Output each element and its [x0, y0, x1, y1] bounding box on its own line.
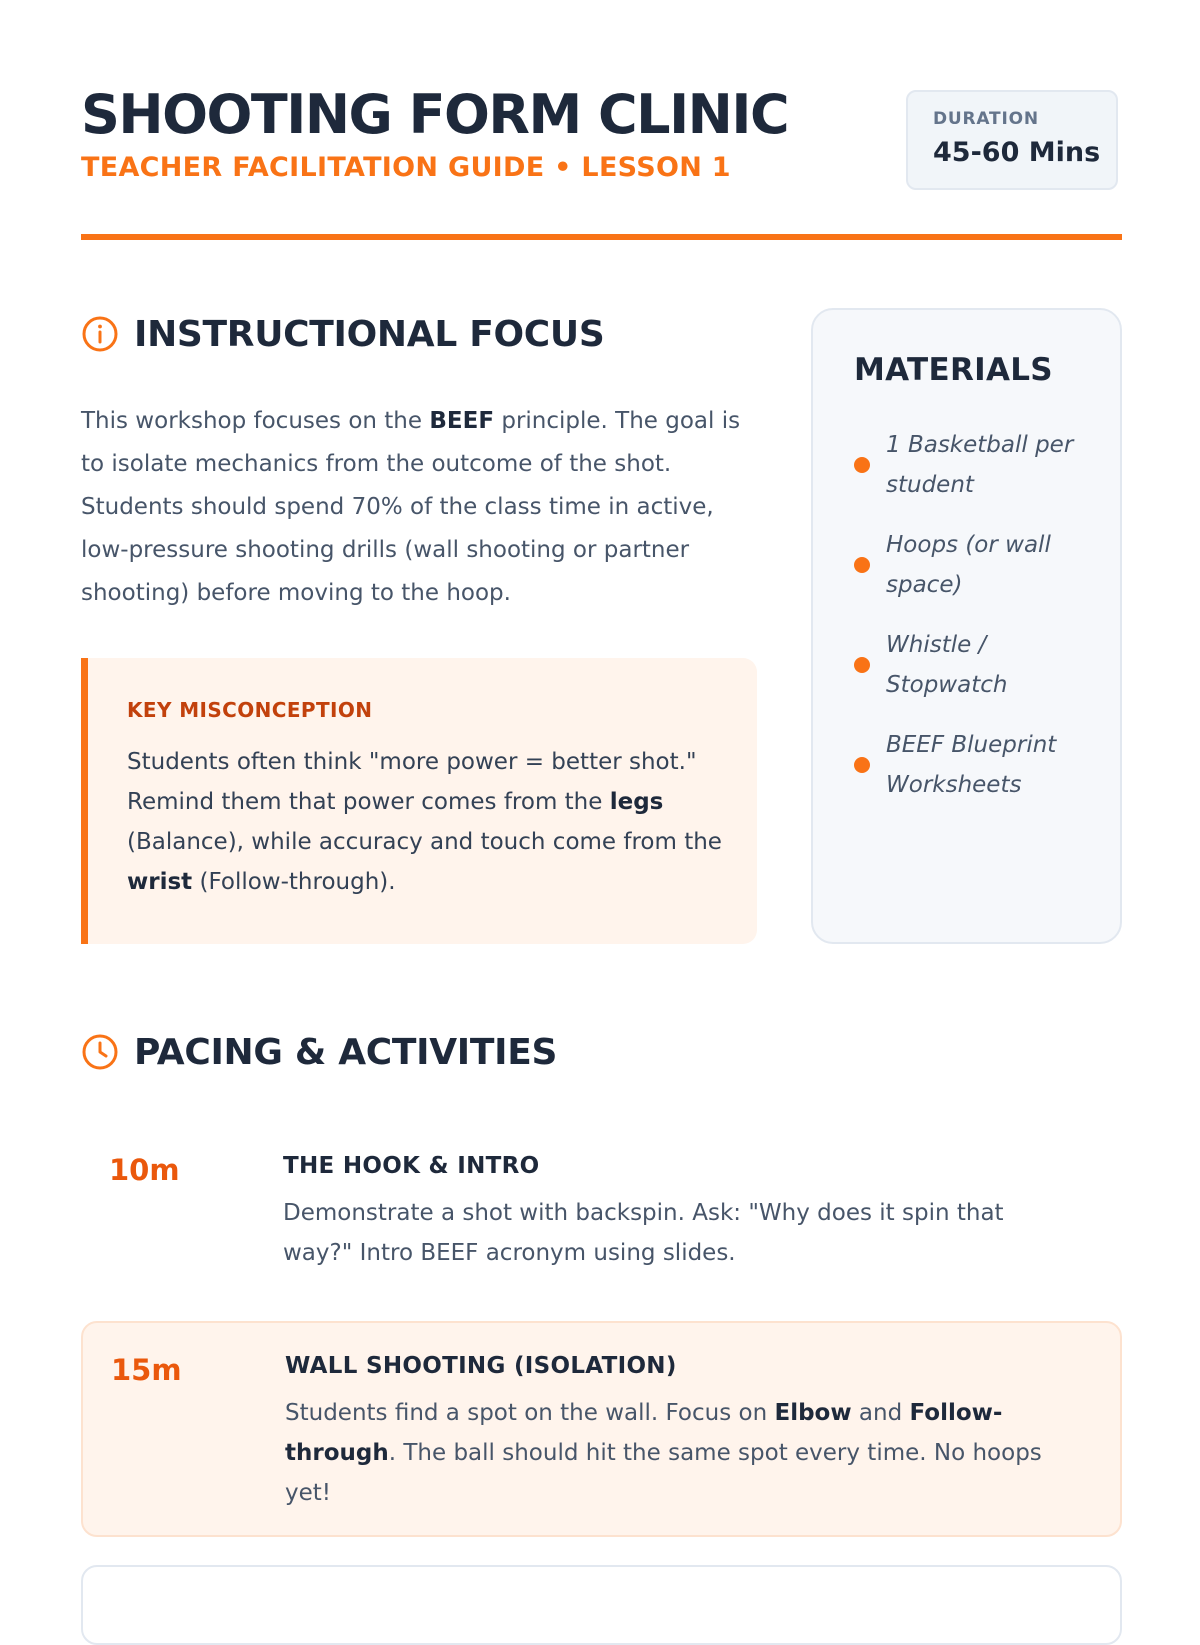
activity-time: 10m	[109, 1153, 180, 1187]
activity-text: and	[851, 1400, 910, 1426]
clock-icon	[81, 1033, 119, 1071]
materials-item	[854, 525, 1094, 605]
focus-paragraph	[81, 400, 741, 615]
page-subtitle: TEACHER FACILITATION GUIDE • LESSON 1	[81, 152, 731, 183]
activity-row-highlighted	[81, 1321, 1122, 1537]
materials-heading: MATERIALS	[854, 352, 1053, 388]
activity-row	[81, 1123, 1122, 1283]
misconception-label: KEY MISCONCEPTION	[127, 698, 373, 722]
activity-emphasis: Elbow	[774, 1400, 852, 1426]
misconception-text-part: (Balance), while accuracy and touch come from the	[127, 829, 722, 855]
misconception-emphasis: legs	[609, 789, 664, 815]
activity-row-partial	[81, 1565, 1122, 1645]
materials-item	[854, 625, 1094, 705]
bullet-dot-icon	[854, 557, 870, 573]
duration-value: 45-60 Mins	[933, 137, 1101, 168]
focus-text: principle. The goal is to isolate mechanics from the outcome of the shot. Students should spend 70% of the class time in active, low-pressure shooting drills (wall shooting or partner shooting) before moving to the hoop.	[81, 408, 741, 606]
materials-item-label: 1 Basketball per student	[886, 432, 1074, 498]
misconception-emphasis: wrist	[127, 869, 193, 895]
activity-description	[283, 1193, 1073, 1273]
materials-item-label: Whistle / Stopwatch	[886, 632, 1008, 698]
activity-title: THE HOOK & INTRO	[283, 1153, 540, 1179]
misconception-text-part: Students often think "more power = better shot." Remind them that power comes from the	[127, 749, 697, 815]
materials-item-label: BEEF Blueprint Worksheets	[886, 732, 1057, 798]
misconception-text-part: (Follow-through).	[192, 869, 396, 895]
focus-emphasis: BEEF	[429, 408, 495, 434]
activity-text: Demonstrate a shot with backspin. Ask: "Why does it spin that way?" Intro BEEF acronym using slides.	[283, 1200, 1004, 1266]
activity-time: 15m	[111, 1353, 182, 1387]
header-divider	[81, 234, 1122, 240]
materials-item	[854, 725, 1094, 805]
header	[81, 84, 1122, 194]
lesson-guide-page	[81, 0, 1122, 1600]
duration-label: DURATION	[933, 109, 1039, 129]
activity-title: WALL SHOOTING (ISOLATION)	[285, 1353, 677, 1379]
activity-text: . The ball should hit the same spot every time. No hoops yet!	[285, 1440, 1042, 1506]
duration-card	[906, 90, 1118, 190]
activity-text: Students find a spot on the wall. Focus on	[285, 1400, 775, 1426]
materials-list	[854, 425, 1094, 825]
materials-item	[854, 425, 1094, 505]
misconception-text	[127, 742, 727, 902]
materials-item-label: Hoops (or wall space)	[886, 532, 1051, 598]
bullet-dot-icon	[854, 657, 870, 673]
focus-text: This workshop focuses on the	[81, 408, 430, 434]
section-title-pacing: PACING & ACTIVITIES	[134, 1032, 558, 1073]
info-icon	[81, 315, 119, 353]
section-title-focus: INSTRUCTIONAL FOCUS	[134, 314, 605, 355]
activity-emphasis: Follow-through	[285, 1400, 1003, 1466]
bullet-dot-icon	[854, 457, 870, 473]
bullet-dot-icon	[854, 757, 870, 773]
materials-panel	[811, 308, 1122, 944]
page-title: SHOOTING FORM CLINIC	[81, 83, 789, 146]
key-misconception-callout	[81, 658, 757, 944]
activity-description	[285, 1393, 1075, 1513]
